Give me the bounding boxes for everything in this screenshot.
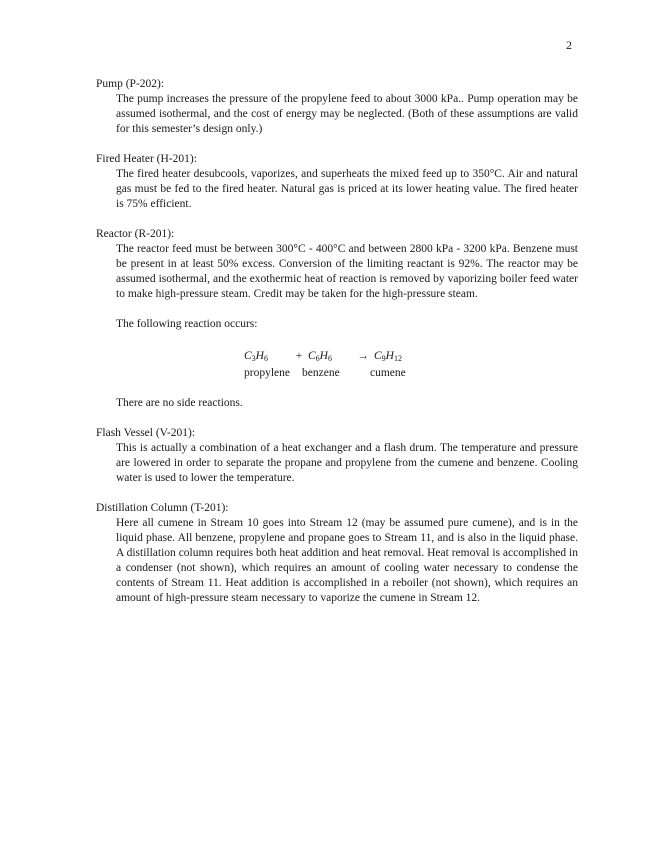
fired-heater-description: The fired heater desubcools, vaporizes, and superheats the mixed feed up to 350°C. Air and natural gas must be fed to the fired heater. Natural gas is priced at its lower heating value. The fired heater is 75% efficient. [116,168,578,210]
reaction-intro: The following reaction occurs: [116,318,258,330]
side-reactions-note: There are no side reactions. [116,397,243,409]
section-distillation-column [96,501,578,606]
flash-vessel-description: This is actually a combination of a heat exchanger and a flash drum. The temperature and pressure are lowered in order to separate the propane and propylene from the cumene and benzene. Cooling water is used to lower the temperature. [116,442,578,484]
section-reactor [96,227,578,411]
section-title-reactor: Reactor (R-201): [96,228,175,240]
propylene-formula: $C_3H_6$ [244,350,268,363]
section-fired-heater [96,152,578,212]
cumene-formula: $C_9H_{12}$ [374,350,402,363]
section-title-distillation-column: Distillation Column (T-201): [96,502,229,514]
distillation-column-description: Here all cumene in Stream 10 goes into Stream 12 (may be assumed pure cumene), and is in the liquid phase. All benzene, propylene and propane goes to Stream 11, and is also in the liquid phase. A distillation column requires both heat addition and heat removal. Heat removal is accomplished in a condenser (not shown), which requires an amount of cooling water necessary to condense the contents of Stream 11. Heat addition is accomplished in a reboiler (not shown), which requires an amount of high-pressure steam necessary to vaporize the cumene in Stream 12. [116,517,578,604]
section-title-flash-vessel: Flash Vessel (V-201): [96,427,196,439]
reaction-equation [244,347,434,381]
cumene-label: cumene [370,367,406,379]
page-number: 2 [566,38,572,52]
section-title-fired-heater: Fired Heater (H-201): [96,153,197,165]
section-title-pump: Pump (P-202): [96,78,165,90]
reaction-formula-row [244,347,434,365]
propylene-label: propylene [244,367,290,379]
reactor-description: The reactor feed must be between 300°C - 400°C and between 2800 kPa - 3200 kPa. Benzene must be present in at least 50% excess. Conversion of the limiting reactant is 92%. The reactor may be assumed isothermal, and the exothermic heat of reaction is removed by vaporizing boiler feed water to make high-pressure steam. Credit may be taken for the high-pressure steam. [116,243,578,300]
pump-description: The pump increases the pressure of the propylene feed to about 3000 kPa.. Pump operation may be assumed isothermal, and the cost of energy may be neglected. (Both of these assumptions are valid for this semester’s design only.) [116,93,578,135]
reaction-arrow-icon: → [357,350,369,362]
plus-sign: + [295,350,303,362]
section-pump [96,77,578,137]
benzene-label: benzene [302,367,340,379]
benzene-formula: $C_6H_6$ [308,350,332,363]
reaction-labels-row [244,365,434,381]
section-flash-vessel [96,426,578,486]
document-body [96,77,578,621]
